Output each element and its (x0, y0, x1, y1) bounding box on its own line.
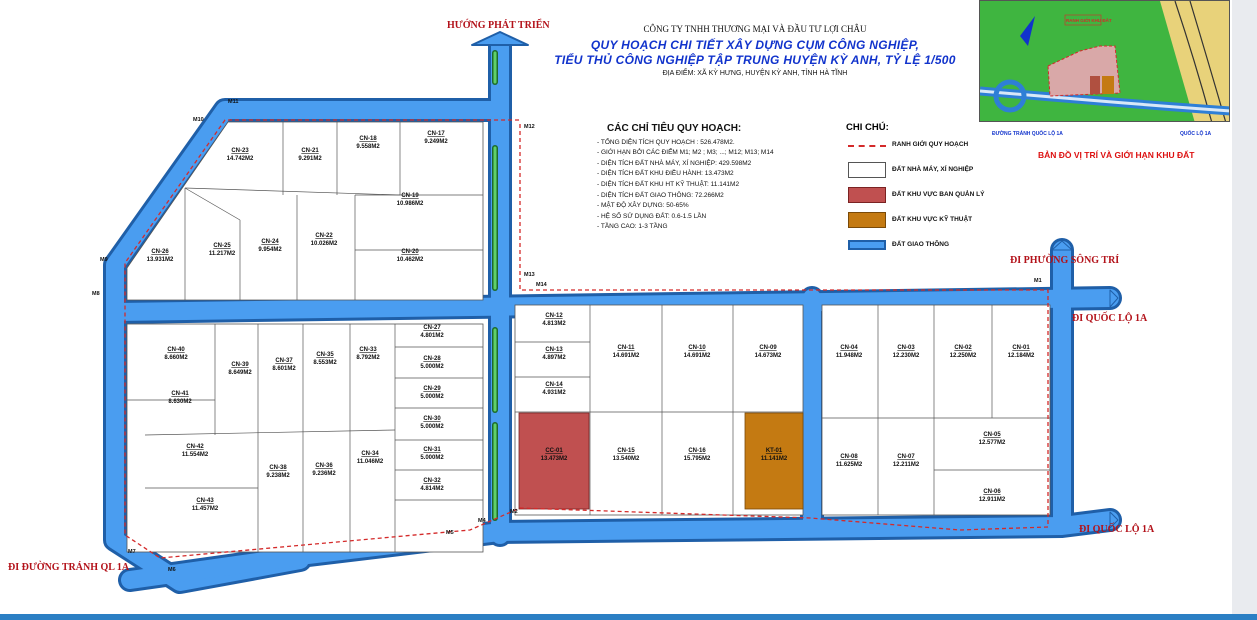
plot-id-cn-41: CN-41 (171, 391, 189, 397)
marker-m10: M10 (193, 117, 204, 123)
plot-id-kt-01: KT-01 (765, 448, 783, 454)
plot-area-cn-17: 9.249M2 (424, 139, 448, 145)
marker-m5: M5 (446, 530, 454, 536)
legend-label: ĐẤT KHU VỰC BAN QUẢN LÝ (892, 191, 985, 198)
plot-id-cn-05: CN-05 (983, 432, 1001, 438)
minimap-boundary-label: RANH GIỚI KHU ĐẤT (1066, 18, 1112, 23)
plot-id-cn-07: CN-07 (897, 454, 915, 460)
legend-label: RANH GIỚI QUY HOẠCH (892, 141, 969, 148)
plot-area-cn-36: 9.236M2 (312, 471, 336, 477)
company-name: CÔNG TY TNHH THƯƠNG MẠI VÀ ĐẦU TƯ LỢI CHÂU (643, 24, 867, 34)
plot-area-cn-42: 11.554M2 (181, 452, 209, 458)
plot-area-cn-22: 10.026M2 (310, 241, 338, 247)
plot-id-cn-02: CN-02 (954, 345, 972, 351)
plot-id-cn-36: CN-36 (315, 463, 333, 469)
stats-item: - HỆ SỐ SỬ DỤNG ĐẤT: 0.6-1.5 LẦN (597, 212, 707, 220)
marker-m2: M2 (510, 509, 518, 515)
legend-item-factory (846, 162, 1006, 178)
plot-id-cn-26: CN-26 (151, 249, 169, 255)
plot-area-cn-20: 10.462M2 (396, 257, 424, 263)
plot-id-cn-33: CN-33 (359, 347, 377, 353)
plot-id-cn-11: CN-11 (617, 345, 635, 351)
plot-id-cn-27: CN-27 (423, 325, 441, 331)
stats-item: - TỔNG DIỆN TÍCH QUY HOẠCH : 526.478M2. (597, 138, 735, 146)
management-swatch (848, 187, 886, 203)
plot-area-cn-16: 15.795M2 (683, 456, 711, 462)
plot-area-cn-19: 10.986M2 (396, 201, 424, 207)
viewer-sidebar (1232, 0, 1257, 620)
plot-area-cn-07: 12.211M2 (892, 462, 920, 468)
plot-area-cn-28: 5.000M2 (420, 364, 444, 370)
direction-song-tri: ĐI PHƯỜNG SÔNG TRÍ (1010, 255, 1120, 266)
legend-label: ĐẤT NHÀ MÁY, XÍ NGHIỆP (892, 166, 974, 173)
plot-area-cn-29: 5.000M2 (420, 394, 444, 400)
plot-id-cn-13: CN-13 (545, 347, 563, 353)
direction-north: HƯỚNG PHÁT TRIỂN (447, 20, 550, 31)
legend-label: ĐẤT KHU VỰC KỸ THUẬT (892, 216, 973, 223)
plot-area-cn-23: 14.742M2 (226, 156, 254, 162)
plot-area-cn-34: 11.046M2 (356, 459, 384, 465)
plot-id-cn-21: CN-21 (301, 148, 319, 154)
marker-m4: M4 (478, 518, 486, 524)
plot-area-cn-31: 5.000M2 (420, 455, 444, 461)
marker-m14: M14 (536, 282, 547, 288)
stats-title: CÁC CHỈ TIÊU QUY HOẠCH: (607, 123, 742, 134)
plot-area-cn-30: 5.000M2 (420, 424, 444, 430)
direction-duong-tranh: ĐI ĐƯỜNG TRÁNH QL 1A (8, 562, 130, 573)
direction-quoc-lo-bottom: ĐI QUỐC LỘ 1A (1079, 524, 1155, 535)
plot-area-cn-09: 14.673M2 (754, 353, 782, 359)
plot-id-cn-01: CN-01 (1012, 345, 1030, 351)
stats-item: - GIỚI HẠN BỞI CÁC ĐIỂM M1; M2 ; M3; ...; M12; M13; M14 (597, 149, 774, 157)
plot-area-cn-18: 9.558M2 (356, 144, 380, 150)
plot-area-cn-04: 11.948M2 (835, 353, 863, 359)
plot-area-cn-12: 4.813M2 (542, 321, 566, 327)
plot-id-cn-18: CN-18 (359, 136, 377, 142)
stats-item: - MẬT ĐỘ XÂY DỰNG: 50-65% (597, 202, 689, 210)
plot-id-cc-01: CC-01 (545, 448, 563, 454)
plot-id-cn-20: CN-20 (401, 249, 419, 255)
plot-id-cn-35: CN-35 (316, 352, 334, 358)
planning-stats (597, 124, 774, 233)
plot-id-cn-23: CN-23 (231, 148, 249, 154)
plot-area-cn-03: 12.230M2 (892, 353, 920, 359)
plot-id-cn-39: CN-39 (231, 362, 249, 368)
plot-id-cn-03: CN-03 (897, 345, 915, 351)
plot-id-cn-25: CN-25 (213, 243, 231, 249)
marker-m9: M9 (100, 257, 108, 263)
plot-area-cn-14: 4.931M2 (542, 390, 566, 396)
factory-swatch (848, 162, 886, 178)
plot-area-cn-41: 8.630M2 (168, 399, 192, 405)
plot-id-cn-09: CN-09 (759, 345, 777, 351)
legend-item-boundary (846, 137, 1006, 153)
technical-swatch (848, 212, 886, 228)
plot-area-cn-06: 12.911M2 (978, 497, 1006, 503)
plot-area-cn-38: 9.238M2 (266, 473, 290, 479)
minimap-drawing (980, 1, 1230, 122)
plot-area-cn-11: 14.691M2 (612, 353, 640, 359)
legend-item-technical (846, 212, 1006, 228)
legend-item-management (846, 187, 1006, 203)
plot-id-cn-19: CN-19 (401, 193, 419, 199)
marker-m13: M13 (524, 272, 535, 278)
address: ĐỊA ĐIỂM: XÃ KỲ HƯNG, HUYỆN KỲ ANH, TỈNH HÀ TĨNH (662, 70, 848, 77)
plot-id-cn-17: CN-17 (427, 131, 445, 137)
plot-id-cn-15: CN-15 (617, 448, 635, 454)
minimap-caption-left: ĐƯỜNG TRÁNH QUỐC LỘ 1A (992, 131, 1063, 137)
plot-id-cn-12: CN-12 (545, 313, 563, 319)
plot-id-cn-30: CN-30 (423, 416, 441, 422)
plot-area-cn-05: 12.577M2 (978, 440, 1006, 446)
plot-id-cn-29: CN-29 (423, 386, 441, 392)
title-line-1: QUY HOẠCH CHI TIẾT XÂY DỰNG CỤM CÔNG NGHIỆP, (590, 38, 920, 52)
plot-area-cn-08: 11.625M2 (835, 462, 863, 468)
plot-id-cn-06: CN-06 (983, 489, 1001, 495)
plot-id-cn-14: CN-14 (545, 382, 563, 388)
road-swatch (848, 240, 886, 250)
plot-id-cn-28: CN-28 (423, 356, 441, 362)
title-line-2: TIỂU THỦ CÔNG NGHIỆP TẬP TRUNG HUYỆN KỲ ANH, TỶ LỆ 1/500 (554, 53, 956, 67)
marker-m1: M1 (1034, 278, 1042, 284)
plot-id-cn-32: CN-32 (423, 478, 441, 484)
plot-area-cn-25: 11.217M2 (208, 251, 236, 257)
direction-quoc-lo-top: ĐI QUỐC LỘ 1A (1072, 313, 1148, 324)
plot-id-cn-43: CN-43 (196, 498, 214, 504)
marker-m6: M6 (168, 567, 176, 573)
minimap-caption-right: QUỐC LỘ 1A (1180, 131, 1212, 137)
stats-item: - DIỆN TÍCH ĐẤT NHÀ MÁY, XÍ NGHIỆP: 429.598M2 (597, 159, 752, 167)
plot-area-cn-32: 4.814M2 (420, 486, 444, 492)
plot-area-cn-27: 4.801M2 (420, 333, 444, 339)
plot-id-cn-16: CN-16 (688, 448, 706, 454)
plot-area-cn-39: 8.649M2 (228, 370, 252, 376)
legend-title: CHI CHÚ: (846, 122, 889, 133)
minimap-title: BẢN ĐỒ VỊ TRÍ VÀ GIỚI HẠN KHU ĐẤT (1038, 150, 1195, 160)
plot-area-cn-37: 8.601M2 (272, 366, 296, 372)
stats-item: - TẦNG CAO: 1-3 TẦNG (597, 223, 668, 231)
plot-id-cn-31: CN-31 (423, 447, 441, 453)
plot-id-cn-42: CN-42 (186, 444, 204, 450)
plot-id-cn-38: CN-38 (269, 465, 287, 471)
block-east (822, 305, 1050, 515)
plot-id-cn-24: CN-24 (261, 239, 279, 245)
viewer-bottom-bar (0, 614, 1257, 620)
plot-area-cn-01: 12.184M2 (1007, 353, 1035, 359)
legend-label: ĐẤT GIAO THÔNG (892, 241, 950, 248)
plot-area-cn-40: 8.660M2 (164, 355, 188, 361)
plot-id-cn-10: CN-10 (688, 345, 706, 351)
plot-area-cn-24: 9.954M2 (258, 247, 282, 253)
plot-id-cn-34: CN-34 (361, 451, 379, 457)
plot-area-cc-01: 13.473M2 (540, 456, 568, 462)
plot-area-cn-10: 14.691M2 (683, 353, 711, 359)
plot-area-cn-35: 8.553M2 (313, 360, 337, 366)
legend-item-road (846, 237, 1006, 253)
plot-area-cn-21: 9.291M2 (298, 156, 322, 162)
marker-m7: M7 (128, 549, 136, 555)
plot-area-cn-43: 11.457M2 (191, 506, 219, 512)
stats-item: - DIỆN TÍCH ĐẤT GIAO THÔNG: 72.266M2 (597, 191, 724, 199)
legend (846, 122, 1006, 262)
plot-id-cn-40: CN-40 (167, 347, 185, 353)
location-minimap (979, 0, 1230, 122)
plot-area-cn-15: 13.540M2 (612, 456, 640, 462)
marker-m11: M11 (228, 99, 239, 105)
marker-m8: M8 (92, 291, 100, 297)
plot-id-cn-37: CN-37 (275, 358, 293, 364)
plot-id-cn-04: CN-04 (840, 345, 858, 351)
plot-area-kt-01: 11.141M2 (760, 456, 788, 462)
stats-item: - DIỆN TÍCH ĐẤT KHU HT KỸ THUẬT: 11.141M2 (597, 180, 740, 188)
stats-item: - DIỆN TÍCH ĐẤT KHU ĐIỀU HÀNH: 13.473M2 (597, 170, 734, 178)
plot-area-cn-33: 8.792M2 (356, 355, 380, 361)
plot-area-cn-02: 12.250M2 (949, 353, 977, 359)
marker-m12: M12 (524, 124, 535, 130)
plot-area-cn-26: 13.931M2 (146, 257, 174, 263)
plot-id-cn-08: CN-08 (840, 454, 858, 460)
plot-area-cn-13: 4.897M2 (542, 355, 566, 361)
plot-id-cn-22: CN-22 (315, 233, 333, 239)
boundary-swatch (848, 145, 886, 147)
